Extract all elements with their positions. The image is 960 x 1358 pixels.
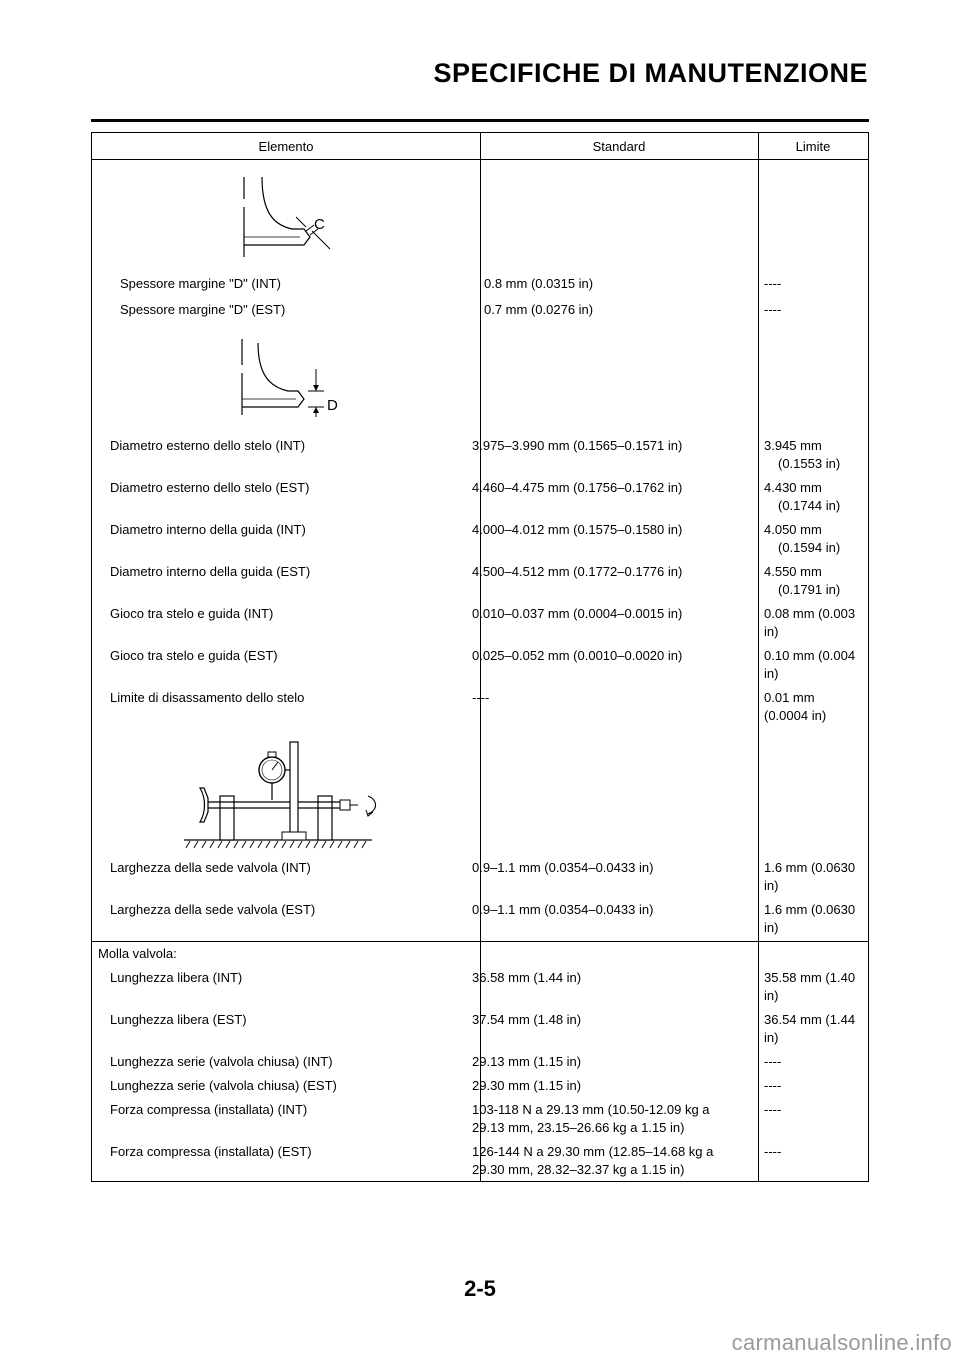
table-row: (0.1594 in) [778, 540, 841, 555]
table-row: 126-144 N a 29.30 mm (12.85–14.68 kg a [472, 1144, 714, 1159]
table-row: Forza compressa (installata) (INT) [110, 1102, 308, 1117]
fig-label-c: C [314, 216, 325, 233]
table-row: Forza compressa (installata) (EST) [110, 1144, 312, 1159]
table-row: Diametro esterno dello stelo (INT) [110, 438, 306, 453]
table-row: 0.01 mm [764, 690, 815, 705]
title-rule [91, 119, 869, 122]
table-row: 1.6 mm (0.0630 [764, 902, 856, 917]
table-row: 0.8 mm (0.0315 in) [484, 276, 594, 291]
table-row: Larghezza della sede valvola (INT) [110, 860, 311, 875]
table-row: in) [764, 988, 779, 1003]
table-row: 37.54 mm (1.48 in) [472, 1012, 582, 1027]
table-row: ---- [764, 276, 782, 291]
table-row: Diametro esterno dello stelo (EST) [110, 480, 310, 495]
table-row: ---- [764, 1078, 782, 1093]
table-row: Gioco tra stelo e guida (INT) [110, 606, 274, 621]
header-divider [92, 159, 868, 160]
table-row: in) [764, 878, 779, 893]
table-row: 4.460–4.475 mm (0.1756–0.1762 in) [472, 480, 683, 495]
table-row: 4.000–4.012 mm (0.1575–0.1580 in) [472, 522, 683, 537]
table-row: 4.430 mm [764, 480, 822, 495]
column-header-limite: Limite [795, 139, 831, 154]
table-row: 0.08 mm (0.003 [764, 606, 856, 621]
section-heading: Molla valvola: [98, 946, 177, 961]
table-row: 29.13 mm, 23.15–26.66 kg a 1.15 in) [472, 1120, 685, 1135]
table-row: 0.010–0.037 mm (0.0004–0.0015 in) [472, 606, 683, 621]
table-row: 103-118 N a 29.13 mm (10.50-12.09 kg a [472, 1102, 710, 1117]
table-row: 0.9–1.1 mm (0.0354–0.0433 in) [472, 860, 654, 875]
spec-table [91, 132, 869, 1182]
table-row: ---- [764, 1144, 782, 1159]
table-row: 3.945 mm [764, 438, 822, 453]
column-divider [758, 133, 759, 1181]
section-divider [92, 941, 868, 942]
table-row: (0.0004 in) [764, 708, 827, 723]
table-row: ---- [764, 302, 782, 317]
table-row: Lunghezza libera (INT) [110, 970, 243, 985]
table-row: Limite di disassamento dello stelo [110, 690, 305, 705]
table-row: (0.1744 in) [778, 498, 841, 513]
table-row: Lunghezza serie (valvola chiusa) (INT) [110, 1054, 333, 1069]
table-row: 0.9–1.1 mm (0.0354–0.0433 in) [472, 902, 654, 917]
page-title: SPECIFICHE DI MANUTENZIONE [433, 58, 868, 88]
table-row: in) [764, 920, 779, 935]
table-row: 29.30 mm, 28.32–32.37 kg a 1.15 in) [472, 1162, 685, 1177]
valve-margin-d-figure [232, 335, 332, 421]
table-row: 36.54 mm (1.44 [764, 1012, 856, 1027]
table-row: 29.13 mm (1.15 in) [472, 1054, 582, 1069]
table-row: 3.975–3.990 mm (0.1565–0.1571 in) [472, 438, 683, 453]
table-row: (0.1553 in) [778, 456, 841, 471]
table-row: Spessore margine "D" (INT) [120, 276, 281, 291]
fig-label-d: D [327, 397, 338, 414]
table-row: Diametro interno della guida (INT) [110, 522, 306, 537]
table-row: 4.550 mm [764, 564, 822, 579]
table-row: ---- [472, 690, 490, 705]
table-row: 35.58 mm (1.40 [764, 970, 856, 985]
column-header-elemento: Elemento [258, 139, 314, 154]
table-row: 36.58 mm (1.44 in) [472, 970, 582, 985]
column-header-standard: Standard [592, 139, 646, 154]
table-row: Gioco tra stelo e guida (EST) [110, 648, 278, 663]
table-row: ---- [764, 1054, 782, 1069]
table-row: 4.050 mm [764, 522, 822, 537]
watermark: carmanualsonline.info [731, 1330, 952, 1355]
table-row: 0.7 mm (0.0276 in) [484, 302, 594, 317]
table-row: in) [764, 1030, 779, 1045]
table-row: Diametro interno della guida (EST) [110, 564, 311, 579]
table-row: 1.6 mm (0.0630 [764, 860, 856, 875]
table-row: in) [764, 666, 779, 681]
stem-runout-dial-gauge-figure [182, 738, 382, 850]
table-row: Spessore margine "D" (EST) [120, 302, 286, 317]
page-number: 2-5 [464, 1276, 496, 1301]
table-row: 4.500–4.512 mm (0.1772–0.1776 in) [472, 564, 683, 579]
table-row: Lunghezza serie (valvola chiusa) (EST) [110, 1078, 337, 1093]
table-row: 29.30 mm (1.15 in) [472, 1078, 582, 1093]
table-row: Larghezza della sede valvola (EST) [110, 902, 316, 917]
table-row: Lunghezza libera (EST) [110, 1012, 247, 1027]
table-row: ---- [764, 1102, 782, 1117]
table-row: (0.1791 in) [778, 582, 841, 597]
table-row: 0.025–0.052 mm (0.0010–0.0020 in) [472, 648, 683, 663]
table-row: 0.10 mm (0.004 [764, 648, 856, 663]
table-row: in) [764, 624, 779, 639]
